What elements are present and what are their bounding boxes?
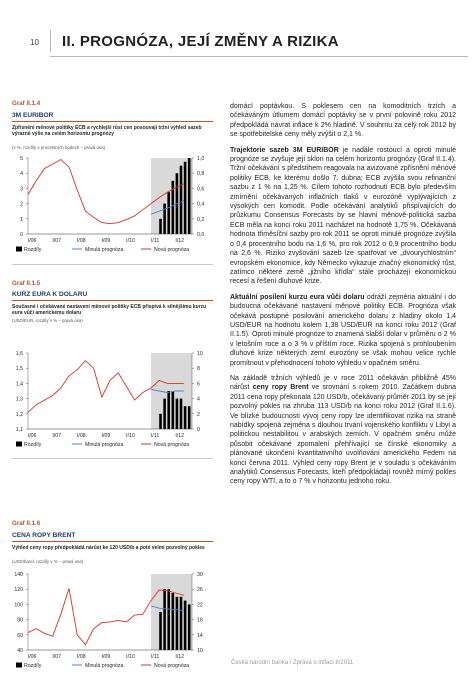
- y2-tick-label: 18: [197, 617, 203, 624]
- page-footer: Česká národní banka / Zpráva o inflaci II/2011: [231, 660, 354, 666]
- graf-2-title: KURZ EURA K DOLARU: [12, 291, 88, 298]
- page-number: 10: [30, 38, 39, 47]
- graf-1-rule: [12, 121, 213, 122]
- header-rule: [50, 56, 468, 57]
- paragraph-inflation: domácí poptávkou. S poklesem cen na komoditních trzích a očekáváným útlumem domácí poptávky se v první polovině roku 2012 předpokládá návrat inflace k 2% hladině. V souhrnu za celý rok 2012 by se spotřebitelské ceny měly zvýšit o 2,1 %.: [230, 103, 456, 139]
- graf-1-title: 3M EURIBOR: [12, 112, 54, 119]
- graf-3-rule: [12, 541, 213, 542]
- y2-tick-label: 4: [197, 396, 200, 403]
- difference-bar: [180, 399, 183, 429]
- x-tick-label: I/06: [27, 238, 37, 244]
- paragraph-brent-lead: ceny ropy Brent: [252, 384, 309, 392]
- difference-bar: [163, 204, 166, 234]
- legend-label-minula: Minulá prognóza: [85, 442, 124, 448]
- graf-1-note: (v %, rozdíly v procentních bodech – pravá osa): [12, 145, 105, 150]
- x-tick-label: I/08: [76, 433, 86, 439]
- difference-bar: [176, 597, 179, 650]
- difference-bar: [167, 391, 170, 429]
- header-divider: [50, 30, 51, 52]
- y-tick-label: 0: [20, 232, 23, 238]
- paragraph-brent-text-b: ve srovnání s rokem 2010. Začátkem dubna 2011 cena ropy překonala 120 USD/b, očekávaný průměr 2011 by se její pozvolný pokles na zhruba 113 USD/b na konci roku 2012 (Graf II.1.6). Ve blízké budoucnosti vývoj ceny ropy lze identifikovat rizika na straně nabídky spojená zejména s dlouhou trvání vojenského konfliktu v Libyi a politickou nestabilitou v arabských zemích. V opačném směru může působit očekávané zpomalení přehřívající se čínské ekonomiky a plánované ukončení kvantitativního uvolňování amerického Fedem na konci června 2011. Výhled ceny ropy Brent je v souladu s očekáváním analytiků Consensus Forecasts, kteří předpokládají rovněž mírný pokles ceny ropy WTI, a to o 7 % v horizontu jednoho roku.: [230, 384, 456, 486]
- y2-tick-label: 14: [197, 632, 203, 639]
- y-tick-label: 1: [20, 216, 23, 223]
- x-tick-label: I/09: [101, 654, 111, 660]
- graf-2-label: Graf II.1.5: [12, 280, 41, 287]
- y-tick-label: 140: [14, 572, 23, 578]
- y2-tick-label: 0: [197, 427, 200, 433]
- legend-label-minula: Minulá prognóza: [85, 663, 124, 669]
- y-tick-label: 1,4: [15, 381, 23, 388]
- x-tick-label: I/09: [101, 433, 111, 439]
- paragraph-eurusd-lead: Aktuální posílení kurzu eura vůči dolaru: [230, 293, 365, 301]
- y2-tick-label: 8: [197, 366, 200, 373]
- paragraph-euribor-lead: Trajektorie sazeb 3M EURIBOR: [230, 146, 339, 154]
- y-tick-label: 40: [17, 648, 23, 654]
- difference-bar: [184, 162, 187, 234]
- y2-tick-label: 26: [197, 587, 203, 594]
- x-tick-label: I/06: [27, 433, 37, 439]
- y-tick-label: 3: [20, 186, 23, 193]
- difference-bar: [184, 406, 187, 429]
- paragraph-eurusd-text: odráží zejména aktuální i do budoucna očekávané nastavení měnové politiky ECB. Prognóza však očekává postupné posilování amerického dolaru z hladiny okolo 1,4 USD/EUR na hodnotu kolem 1,38 USD/EUR na konci roku 2012 (Graf II.1.5). Oproti minulé prognóze to znamená slabší dolar v průměru o 2 % v letošním roce a o 3 % v příštím roce. Rizika spojená s prohloubením dluhové krize některých zemí eurozóny se však mohou velice rychle promítnout v přehodnocení tohoto výhledu v opačném směru.: [230, 293, 457, 367]
- difference-bar: [167, 589, 170, 650]
- y2-tick-label: 0,6: [197, 186, 205, 193]
- difference-bar: [159, 219, 162, 234]
- graf-2-subtitle: Současné i očekávané nastavení měnové politiky ECB přispívá k silnějšímu kurzu eura vůči americkému dolaru: [12, 304, 207, 317]
- graf-3-label: Graf II.1.6: [12, 520, 41, 527]
- difference-bar: [180, 597, 183, 650]
- legend-label-nova: Nová prognóza: [154, 663, 190, 669]
- page-title: II. PROGNÓZA, JEJÍ ZMĚNY A RIZIKA: [62, 33, 339, 50]
- y-tick-label: 5: [20, 156, 23, 162]
- legend-label-minula: Minulá prognóza: [85, 247, 124, 253]
- y-tick-label: 1,6: [15, 351, 23, 357]
- paragraph-brent: [230, 374, 456, 487]
- legend-label-nova: Nová prognóza: [154, 442, 190, 448]
- chart-3m-euribor: [4, 152, 216, 260]
- x-tick-label: I/10: [126, 238, 135, 244]
- x-tick-label: I/08: [76, 238, 86, 244]
- difference-bar: [184, 601, 187, 650]
- difference-bar: [163, 399, 166, 429]
- y-tick-label: 120: [14, 587, 23, 594]
- y-tick-label: 60: [17, 632, 23, 639]
- difference-bar: [163, 589, 166, 650]
- y2-tick-label: 0,2: [197, 216, 205, 223]
- x-tick-label: I/09: [101, 238, 111, 244]
- legend-label-rozdily: Rozdíly: [24, 663, 42, 669]
- graf-2-rule: [12, 300, 213, 301]
- paragraph-eurusd: [230, 293, 456, 368]
- body-text: [230, 102, 456, 493]
- y2-tick-label: 22: [197, 602, 203, 609]
- x-tick-label: I/06: [27, 654, 37, 660]
- difference-bar: [172, 391, 175, 429]
- difference-bar: [188, 604, 191, 650]
- paragraph-brent-text-a: Na základě tržních výhledů je v roce 2011 očekáván přibližně 45% nárůst: [230, 374, 456, 392]
- graf-3-title: CENA ROPY BRENT: [12, 532, 76, 539]
- difference-bar: [180, 166, 183, 234]
- x-tick-label: I/07: [52, 433, 62, 439]
- legend-swatch-rozdily: [16, 663, 22, 668]
- x-tick-label: I/10: [126, 433, 135, 439]
- difference-bar: [159, 414, 162, 429]
- graf-2-note: (USD/EUR, rozdíly v % – pravá osa): [12, 318, 83, 323]
- chart-kurz-eura: [4, 347, 216, 455]
- graf-3-subtitle: Výhled ceny ropy předpokládá nárůst ke 120 USD/b a poté velmi pozvolný pokles: [12, 545, 205, 551]
- y-tick-label: 4: [20, 171, 23, 178]
- y2-tick-label: 0,4: [197, 201, 205, 208]
- y2-tick-label: 6: [197, 381, 200, 388]
- x-tick-label: I/12: [175, 433, 185, 439]
- x-tick-label: I/10: [126, 654, 135, 660]
- legend-swatch-rozdily: [16, 442, 22, 447]
- y-tick-label: 1,5: [15, 366, 23, 373]
- legend-label-nova: Nová prognóza: [154, 247, 190, 253]
- graf-1-subtitle: Zpřísnění měnové politiky ECB a rychlejší růst cen posouvají tržní výhled sazeb výrazně výše na celém horizontu prognózy: [12, 125, 202, 138]
- y-tick-label: 1,1: [15, 427, 23, 433]
- legend-swatch-rozdily: [16, 247, 22, 252]
- y2-tick-label: 1,0: [197, 156, 205, 162]
- difference-bar: [188, 158, 191, 234]
- x-tick-label: I/12: [175, 238, 185, 244]
- y2-tick-label: 2: [197, 411, 200, 418]
- difference-bar: [188, 406, 191, 429]
- difference-bar: [176, 399, 179, 429]
- y2-tick-label: 0,8: [197, 171, 205, 178]
- x-tick-label: I/12: [175, 654, 185, 660]
- difference-bar: [167, 192, 170, 234]
- y-tick-label: 1,3: [15, 396, 23, 403]
- legend-label-rozdily: Rozdíly: [24, 247, 42, 253]
- chart-cena-ropy: [4, 568, 216, 676]
- x-tick-label: I/11: [150, 654, 160, 660]
- legend-label-rozdily: Rozdíly: [24, 442, 42, 448]
- y-tick-label: 80: [17, 617, 23, 624]
- graf-2-bottom-rule: [12, 458, 213, 459]
- difference-bar: [159, 612, 162, 650]
- x-tick-label: I/07: [52, 654, 62, 660]
- x-tick-label: I/07: [52, 238, 62, 244]
- graf-1-label: Graf II.1.4: [12, 100, 41, 107]
- paragraph-euribor: [230, 146, 456, 287]
- y2-tick-label: 10: [197, 351, 203, 357]
- y2-tick-label: 30: [197, 572, 203, 578]
- y-tick-label: 1,2: [15, 411, 23, 418]
- paragraph-euribor-text: je nadále rostoucí a oproti minulé prognóze se zvyšuje její sklon na celém horizontu prognózy (Graf II.1.4). Tržní očekávání s předstihem reagovala na avizované zpřísnění měnové politiky ECB, ke kterému došlo 7. dubna; ECB zvýšila svou refinanční sazbu z 1 % na 1,25 %. Cílem tohoto rozhodnutí ECB bylo především zmírnění očekávaných inflačních tlaků v eurozóně vyplývajících z vysokých cen komodit. Podle očekávání analytiků přispívajících do průzkumu Consensus Forecasts by se hlavní měnově-politická sazba ECB měla na konci roku 2011 nacházet na hodnotě 1,75 %. Očekávaná hodnota třiměsíční sazby pro rok 2011 se oproti minulé prognóze zvýšila o 0,4 procentního bodu na 1,6 %, pro rok 2012 o 0,9 procentního bodu na 2,6 %. Riziko zvyšování sazeb lze spatřovat ve „dvourychlostním“ evropském ekonomice, kdy Německo vykazuje značný ekonomický růst, zatímco některé země „jižního křídla“ stále procházejí ekonomickou recesí a řešení dluhové krize.: [230, 146, 456, 286]
- x-tick-label: I/11: [150, 238, 160, 244]
- difference-bar: [172, 593, 175, 650]
- x-tick-label: I/08: [76, 654, 86, 660]
- x-tick-label: I/11: [150, 433, 160, 439]
- y-tick-label: 2: [20, 201, 23, 208]
- graf-1-bottom-rule: [12, 264, 213, 265]
- y2-tick-label: 10: [197, 648, 203, 654]
- y2-tick-label: 0,0: [197, 232, 205, 238]
- graf-3-note: (USD/barel, rozdíly v % – pravá osa): [12, 559, 84, 564]
- y-tick-label: 100: [14, 602, 23, 609]
